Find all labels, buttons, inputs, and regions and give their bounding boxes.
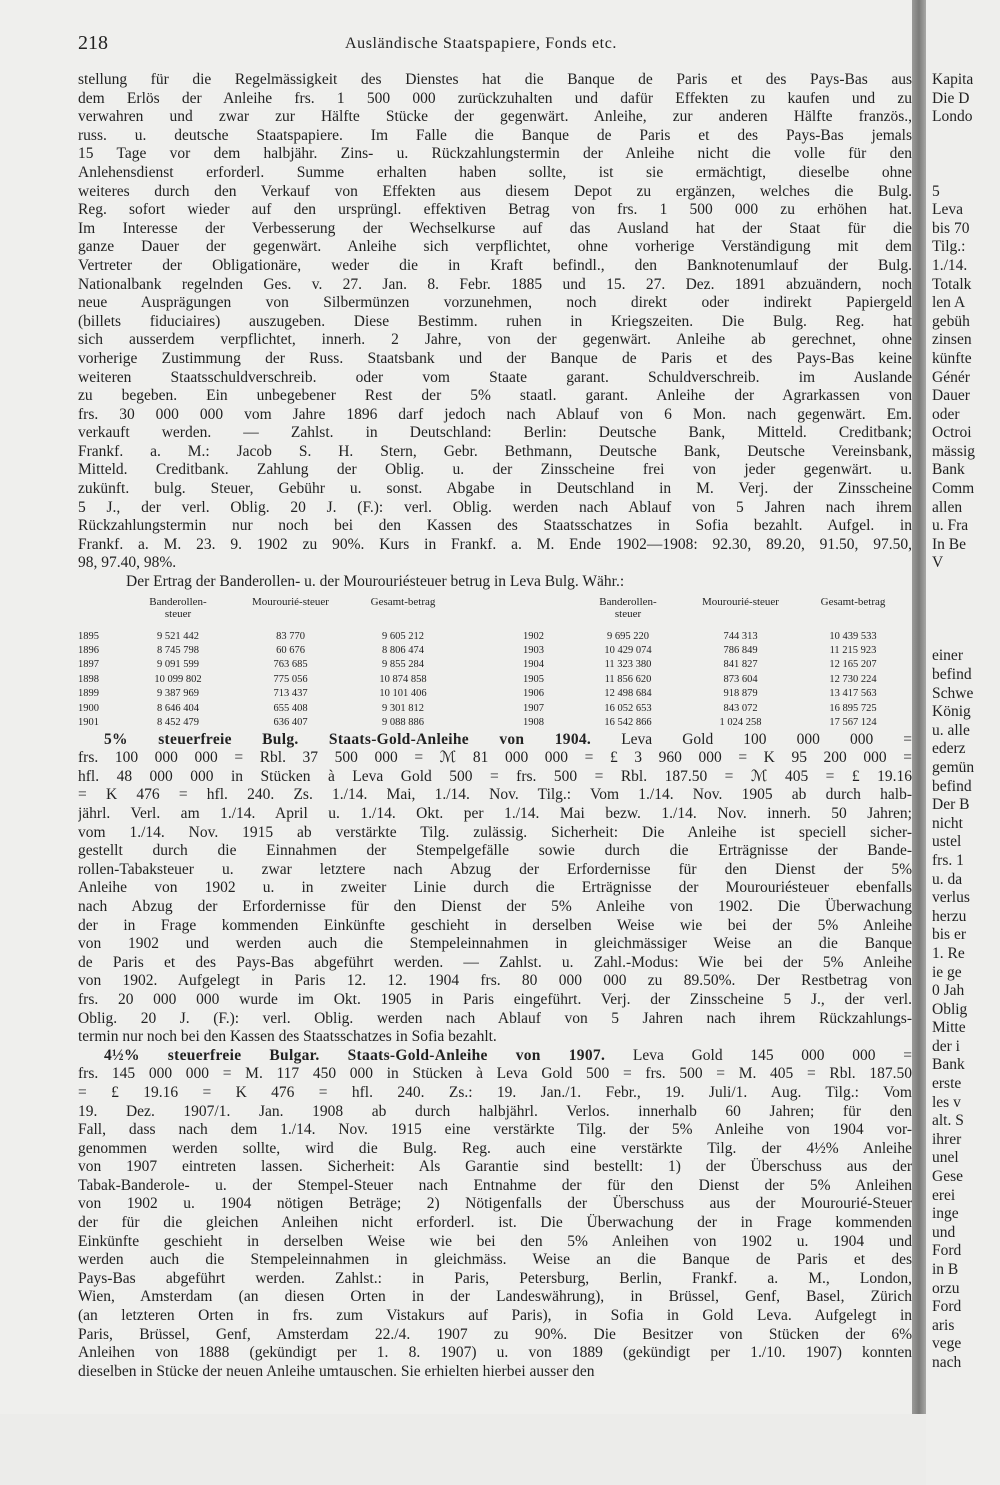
text-line: rollen-Tabaksteuer u. zwar letztere nach Abzug der Erfordernisse für den Dienst der 5% — [78, 860, 912, 878]
value-cell: 918 879 — [723, 688, 758, 700]
value-cell: 16 542 866 — [604, 716, 652, 728]
table-row — [495, 702, 912, 716]
text-line: 15 Tage vor dem halbjähr. Zins- u. Rückzahlungstermin der Anleihe nicht die volle für den — [78, 145, 912, 163]
text-line: Fall, dass nach dem 1./14. Nov. 1915 eine verstärkte Tilg. der 5% Anleihe von 1904 vor- — [78, 1121, 912, 1139]
loan-title-rest: Leva Gold 145 000 000 = — [632, 1046, 912, 1064]
facing-page-line: In Be — [932, 535, 967, 553]
text-line: russ. u. deutsche Staatspapiere. Im Falle die Banque de Paris et des Pays-Bas jemals — [78, 126, 912, 144]
facing-page-line: 0 Jah — [932, 982, 965, 1000]
year-cell: 1896 — [78, 645, 99, 657]
text-line: werden auch die Stempeleinnahmen in gleichmäss. Weise an die Banque de Paris et des — [78, 1251, 912, 1269]
text-line: jährl. Verl. am 1./14. April u. 1./14. Okt. per 1./14. Mai bezw. 1./14. Nov. innerh. 50 Jahren; — [78, 805, 912, 822]
column-header: Gesamt-betrag — [820, 595, 886, 608]
text-line: von 1902 und werden auch die Stempeleinnahmen in gleichmässiger Weise an die Banque — [78, 935, 912, 953]
value-cell: 12 498 684 — [604, 688, 652, 700]
value-cell: 763 685 — [273, 659, 308, 671]
facing-page-line: gemün — [932, 758, 975, 776]
facing-page-line: befind — [932, 777, 972, 795]
text-line: Vertreter der Obligationäre, weder die in Kraft befindl., den Banknotenumlauf der Bulg. — [78, 256, 912, 274]
value-cell: 8 806 474 — [382, 645, 424, 657]
text-line: frs. 100 000 000 = Rbl. 37 500 000 = ℳ 81 000 000 = £ 3 960 000 = K 95 200 000 = — [78, 749, 912, 767]
value-cell: 873 604 — [723, 673, 758, 685]
text-line: frs. 145 000 000 = M. 117 450 000 in Stücken à Leva Gold 500 = frs. 500 = M. 405 = Rbl. 187.50 — [78, 1065, 912, 1083]
facing-page-line: vege — [932, 1335, 962, 1353]
text-line: de Paris et des Pays-Bas abgeführt werden. — Zahlst. u. Zahl.-Modus: Wie bei der 5% Anleihe — [78, 953, 912, 971]
column-header: Banderollen-steuer — [599, 595, 657, 620]
text-line: Anlehensdienst erforderl. Summe erhalten haben sollte, ist sie ermächtigt, dieselbe ohne — [78, 163, 912, 181]
facing-page-line: erste — [932, 1075, 962, 1093]
year-cell: 1895 — [78, 630, 99, 642]
text-line: der für die gleichen Anleihen nicht erforderl. ist. Die Überwachung der in Frage kommenden — [78, 1214, 912, 1232]
year-cell: 1898 — [78, 673, 99, 685]
facing-page-line: nicht — [932, 814, 963, 832]
facing-page-line: frs. 1 — [932, 851, 964, 869]
facing-page-line: allen — [932, 498, 963, 516]
value-cell: 10 429 074 — [604, 645, 652, 657]
facing-page-line: les v — [932, 1093, 961, 1111]
value-cell: 11 856 620 — [604, 673, 652, 685]
facing-page-line: einer — [932, 647, 963, 665]
text-line: zukünft. bulg. Steuer, Gebühr u. sonst. Abgabe in Deutschland in M. Verj. der Zinsscheine — [78, 480, 912, 498]
table-intro: Der Ertrag der Banderollen- u. der Mourouriésteuer betrug in Leva Bulg. Währ.: — [126, 573, 625, 591]
text-line: Einkünfte geschieht in derselben Weise wie bei den 5% Anleihen von 1902 u. 1904 und — [78, 1232, 912, 1250]
facing-page-line: und — [932, 1223, 956, 1241]
text-line: Anleihen von 1888 (gekündigt per 1. 8. 1907) u. von 1889 (gekündigt per 1./10. 1907) konnten — [78, 1344, 912, 1362]
facing-page-line: König — [932, 703, 971, 721]
table-row — [495, 644, 912, 658]
year-header — [495, 596, 573, 630]
loan-title: 5% steuerfreie Bulg. Staats-Gold-Anleihe von 1904. — [104, 730, 592, 748]
text-line: sich ausserdem verpflichtet, innerh. 2 Jahre, von der gegenwärt. Anleihe ab gerechnet, ohne — [78, 331, 912, 349]
page-number: 218 — [78, 32, 108, 54]
text-line: der in Frage kommenden Einkünfte geschieht in derselben Weise wie bei der 5% Anleihe — [78, 916, 912, 934]
facing-page-line: alt. S — [932, 1112, 964, 1130]
facing-page-line: nach — [932, 1353, 962, 1371]
year-cell: 1901 — [78, 716, 99, 728]
value-cell: 60 676 — [276, 645, 305, 657]
value-cell: 8 452 479 — [157, 716, 199, 728]
value-cell: 11 323 380 — [604, 659, 652, 671]
value-cell: 10 099 802 — [154, 673, 202, 685]
table-row — [78, 630, 495, 644]
text-line: stellung für die Regelmässigkeit des Dienstes hat die Banque de Paris et des Pays-Bas aus — [78, 71, 912, 88]
year-cell: 1899 — [78, 688, 99, 700]
value-cell: 1 024 258 — [719, 716, 762, 728]
column-header: Mourourié-steuer — [702, 595, 779, 608]
text-line: 19. Dez. 1907/1. Jan. 1908 ab durch halbjährl. Verlos. innerhalb 60 Jahren; für den — [78, 1102, 912, 1120]
loan-heading-line — [78, 1047, 912, 1066]
year-cell: 1908 — [523, 716, 544, 728]
column-header: Mourourié-steuer — [252, 595, 329, 608]
facing-page-line: Bank — [932, 1056, 965, 1074]
value-cell: 775 056 — [273, 673, 308, 685]
facing-page-fragment — [926, 0, 1000, 1485]
text-line: hfl. 48 000 000 in Stücken à Leva Gold 500 = frs. 500 = Rbl. 187.50 = ℳ 405 = £ 19.16 — [78, 767, 912, 785]
table-row — [78, 716, 495, 730]
table-row — [495, 687, 912, 701]
value-cell: 9 301 812 — [382, 702, 424, 714]
book-gutter — [912, 0, 926, 1414]
facing-page-line: u. Fra — [932, 517, 969, 535]
facing-page-line: Totalk — [932, 275, 972, 293]
text-line: verwahren und zwar zur Hälfte Stücke der gegenwärt. Anleihe, zur anderen Hälfte französ., — [78, 108, 912, 126]
year-cell: 1907 — [523, 702, 544, 714]
value-cell: 17 567 124 — [829, 716, 877, 728]
facing-page-line: Gese — [932, 1168, 963, 1186]
table-row — [495, 630, 912, 644]
loan-title: 4½% steuerfreie Bulgar. Staats-Gold-Anleihe von 1907. — [104, 1046, 606, 1064]
text-line: weiteren Staatsschuldverschreib. oder vom Staate garant. Schuldverschreib. im Auslande — [78, 368, 912, 386]
text-line: Paris, Brüssel, Genf, Amsterdam 22./4. 1907 zu 90%. Die Besitzer von Stücken der 6% — [78, 1325, 912, 1343]
value-cell: 12 165 207 — [829, 659, 877, 671]
year-cell: 1903 — [523, 645, 544, 657]
facing-page-line: ederz — [932, 740, 966, 758]
revenue-table — [78, 592, 912, 731]
text-line: Rückzahlungstermin nur noch bei den Kassen des Staatsschatzes in Sofia bezahlt. Aufgel. in — [78, 517, 912, 535]
facing-page-line — [926, 629, 1000, 648]
revenue-table-left — [78, 592, 495, 731]
facing-page-line: bis er — [932, 926, 967, 944]
year-cell: 1904 — [523, 659, 544, 671]
facing-page-line — [926, 164, 1000, 183]
text-line: Oblig. 20 J. (F.): verl. Oblig. werden nach Ablauf von 5 Jahren nach ihrem Rückzahlungs- — [78, 1009, 912, 1027]
facing-page-line: ihrer — [932, 1130, 962, 1148]
table-header — [495, 596, 912, 630]
facing-page-line: ie ge — [932, 963, 962, 981]
facing-page-line: Leva — [932, 201, 963, 219]
text-line: = £ 19.16 = K 476 = hfl. 240. Zs.: 19. Jan./1. Febr., 19. Juli/1. Aug. Tilg.: Vom — [78, 1083, 912, 1101]
value-cell: 655 408 — [273, 702, 308, 714]
value-cell: 9 855 284 — [382, 659, 424, 671]
facing-page-line: verlus — [932, 889, 970, 907]
facing-page-line: Die D — [932, 89, 970, 107]
facing-page-line: künfte — [932, 349, 972, 367]
value-cell: 16 895 725 — [829, 702, 877, 714]
facing-page-line: aris — [932, 1316, 955, 1334]
facing-page-line: erei — [932, 1186, 956, 1204]
facing-page-line: inge — [932, 1205, 959, 1223]
table-row — [78, 702, 495, 716]
year-header — [78, 596, 123, 630]
facing-page-line: Oblig — [932, 1000, 968, 1018]
value-cell: 9 091 599 — [157, 659, 199, 671]
facing-page-line: Génér — [932, 368, 970, 386]
table-row — [78, 658, 495, 672]
text-column — [78, 71, 912, 1381]
facing-page-line: 1. Re — [932, 944, 965, 962]
value-cell: 16 052 653 — [604, 702, 652, 714]
facing-page-line: Schwe — [932, 684, 974, 702]
text-line: von 1902 u. 1904 nötigen Beträge; 2) Nötigenfalls der Überschuss aus der Mourourié-Steuer — [78, 1195, 912, 1213]
facing-page-line: mässig — [932, 442, 976, 460]
paragraph-loan-1907 — [78, 1047, 912, 1382]
facing-page-line: oder — [932, 405, 960, 423]
value-cell: 8 745 798 — [157, 645, 199, 657]
text-line: Reg. sofort wieder auf den ursprüngl. effektiven Betrag von frs. 1 500 000 zu erhöhen hat. — [78, 201, 912, 219]
column-header: Banderollen-steuer — [149, 595, 207, 620]
value-cell: 9 605 212 — [382, 630, 424, 642]
facing-page-line: 1./14. — [932, 256, 968, 274]
text-line: frs. 30 000 000 vom Jahre 1896 darf jedoch nach Ablauf von 6 Mon. nach gegenwärt. Em. — [78, 405, 912, 423]
text-line: von 1902. Aufgelegt in Paris 12. 12. 1904 frs. 80 000 000 zu 89.50%. Der Restbetrag von — [78, 972, 912, 990]
text-line: nach Abzug der Erfordernisse für den Dienst der 5% Anleihe von 1902. Die Überwachung — [78, 897, 912, 915]
table-row — [78, 673, 495, 687]
value-cell: 10 439 533 — [829, 630, 877, 642]
year-cell: 1906 — [523, 688, 544, 700]
facing-page-line — [926, 592, 1000, 611]
text-line: Pays-Bas abgeführt werden. Zahlst.: in Paris, Petersburg, Berlin, Frankf. a. M., London, — [78, 1269, 912, 1287]
facing-page-line: in B — [932, 1261, 959, 1278]
value-cell: 713 437 — [273, 688, 308, 700]
revenue-table-right — [495, 592, 912, 731]
facing-page-line: Comm — [932, 480, 975, 498]
value-cell: 9 088 886 — [382, 716, 424, 728]
year-cell: 1900 — [78, 702, 99, 714]
facing-page-line: Ford — [932, 1242, 962, 1260]
value-cell: 8 646 404 — [157, 702, 199, 714]
text-line: vorherige Zustimmung der Russ. Staatsbank und der Banque de Paris et des Pays-Bas keine — [78, 349, 912, 367]
facing-page-line — [926, 573, 1000, 592]
text-line: ganze Dauer der gegenwärt. Anleihe sich verpflichtet, ohne vorherige Verständigung mit dem — [78, 238, 912, 256]
paragraph-loan-1902-continued — [78, 71, 912, 573]
facing-page-line: u. alle — [932, 721, 970, 739]
text-line: dem Erlös der Anleihe frs. 1 500 000 zurückzuhalten und dafür Effekten zu kaufen und zu — [78, 89, 912, 107]
facing-page-line: Octroi — [932, 424, 972, 442]
facing-page-line: u. da — [932, 870, 963, 888]
value-cell: 83 770 — [276, 630, 305, 642]
year-cell: 1897 — [78, 659, 99, 671]
text-line: zu begeben. Ein unbegebener Rest der 5% staatl. garant. Anleihe der Agrarkassen von — [78, 387, 912, 405]
text-line: Frankf. a. M. 23. 9. 1902 zu 90%. Kurs in Frankf. a. M. Ende 1902—1908: 92.30, 89.20, 91.50, 97.50, — [78, 535, 912, 553]
facing-page-line: der i — [932, 1037, 960, 1055]
text-line: termin nur noch bei den Kassen des Staatsschatzes in Sofia bezahlt. — [78, 1028, 497, 1046]
text-line: vom 1./14. Nov. 1915 ab verstärkte Tilg. zulässig. Sicherheit: Die Anleihe ist speciell sicher- — [78, 823, 912, 841]
facing-page-line: orzu — [932, 1279, 960, 1297]
value-cell: 13 417 563 — [829, 688, 877, 700]
value-cell: 12 730 224 — [829, 673, 877, 685]
value-cell: 841 827 — [723, 659, 758, 671]
text-line: gestellt durch die Einnahmen der Stempelgefälle sowie durch die Erträgnisse der Bande- — [78, 842, 912, 860]
value-cell: 843 072 — [723, 702, 758, 714]
facing-page-line: len A — [932, 294, 966, 312]
facing-page-line: Dauer — [932, 387, 970, 405]
text-line: Nationalbank regelnden Ges. v. 27. Jan. 8. Febr. 1885 und 15. 27. Dez. 1891 abzuändern, noch — [78, 275, 912, 293]
text-line: genommen werden sollte, wird die Bulg. Reg. auch eine verstärkte Tilg. der 4½% Anleihe — [78, 1139, 912, 1157]
text-line: (an letzteren Orten in frs. zum Vistakurs auf Paris), in Sofia in Gold Leva. Aufgelegt in — [78, 1307, 912, 1325]
text-line: frs. 20 000 000 wurde im Okt. 1905 in Paris eingeführt. Verj. der Zinsscheine 5 J., der verl. — [78, 990, 912, 1008]
facing-page-line: 5 — [932, 182, 940, 200]
value-cell: 10 101 406 — [379, 688, 427, 700]
facing-page-line: Bank — [932, 461, 965, 479]
facing-page-line: befind — [932, 666, 972, 683]
text-line: verkauft werden. — Zahlst. in Deutschland: Berlin: Deutsche Bank, Mitteld. Creditbank; — [78, 424, 912, 442]
value-cell: 9 695 220 — [607, 630, 649, 642]
facing-page-line: Ford — [932, 1298, 962, 1316]
text-line: Frankf. a. M.: Jacob S. H. Stern, Gebr. Bethmann, Deutsche Bank, Deutsche Vereinsbank, — [78, 442, 912, 460]
column-header: Gesamt-betrag — [370, 595, 436, 608]
facing-page-line: bis 70 — [932, 219, 970, 237]
value-cell: 636 407 — [273, 716, 308, 728]
facing-page-line: ustel — [932, 833, 962, 851]
facing-page-line — [926, 610, 1000, 629]
table-row — [78, 644, 495, 658]
facing-page-line: Kapita — [932, 71, 974, 88]
table-row — [495, 673, 912, 687]
value-cell: 10 874 858 — [379, 673, 427, 685]
facing-page-line: gebüh — [932, 312, 970, 330]
facing-page-line — [926, 145, 1000, 164]
loan-title-rest: Leva Gold 100 000 000 = — [621, 730, 912, 748]
running-title: Ausländische Staatspapiere, Fonds etc. — [344, 35, 618, 52]
text-line: Im Interesse der Verbesserung der Wechselkurse auf das Ausland hat der Staat für die — [78, 219, 912, 237]
facing-page-line: unel — [932, 1149, 959, 1167]
text-line: weiteres durch den Verkauf von Effekten aus diesem Depot zu ergänzen, welches die Bulg. — [78, 182, 912, 200]
facing-page-line: Londo — [932, 108, 973, 126]
table-row — [495, 716, 912, 730]
text-line: von 1907 eintreten lassen. Sicherheit: Als Garantie sind bestellt: 1) der Überschuss aus der — [78, 1158, 912, 1176]
facing-page-line: Tilg.: — [932, 238, 966, 256]
facing-page-line — [926, 127, 1000, 146]
text-line: dieselben in Stücke der neuen Anleihe umtauschen. Sie erhielten hierbei ausser den — [78, 1362, 595, 1380]
loan-heading-line — [78, 731, 912, 750]
text-line: 98, 97.40, 98%. — [78, 554, 177, 572]
value-cell: 9 521 442 — [157, 630, 199, 642]
text-line: Anleihe von 1902 u. in zweiter Linie durch die Erträgnisse der Mourouriésteuer ebenfalls — [78, 879, 912, 897]
paragraph-loan-1904 — [78, 731, 912, 1047]
facing-page-line: Der B — [932, 796, 970, 814]
table-row — [78, 687, 495, 701]
value-cell: 11 215 923 — [829, 645, 877, 657]
value-cell: 744 313 — [723, 630, 758, 642]
facing-page-line: zinsen — [932, 331, 972, 349]
facing-page-line: herzu — [932, 907, 967, 925]
text-line: neue Ausprägungen von Silbermünzen vorzunehmen, noch direkt oder indirekt Papiergeld — [78, 294, 912, 312]
year-cell: 1905 — [523, 673, 544, 685]
year-cell: 1902 — [523, 630, 544, 642]
text-line: 5 J., der verl. Oblig. 20 J. (F.): verl. Oblig. werden nach Ablauf von 5 Jahren nach ihrem — [78, 498, 912, 516]
facing-page-line: V — [932, 554, 944, 572]
value-cell: 786 849 — [723, 645, 758, 657]
text-line: Mitteld. Creditbank. Zahlung der Oblig. u. der Zinsscheine frei von jeder gegenwärt. u. — [78, 461, 912, 479]
text-line: Wien, Amsterdam (an diesen Orten in der Landeswährung), in Brüssel, Genf, Basel, Zürich — [78, 1288, 912, 1306]
facing-page-line: Mitte — [932, 1019, 966, 1037]
table-header — [78, 596, 495, 630]
text-line: = K 476 = hfl. 240. Zs. 1./14. Mai, 1./14. Nov. Tilg.: Vom 1./14. Nov. 1905 ab durch halb- — [78, 786, 912, 804]
table-row — [495, 658, 912, 672]
value-cell: 9 387 969 — [157, 688, 199, 700]
text-line: Tabak-Banderole- u. der Stempel-Steuer nach Entnahme der für den Dienst der 5% Anleihen — [78, 1176, 912, 1194]
text-line: (billets fiduciaires) auszugeben. Diese Bestimm. ruhen in Kriegszeiten. Die Bulg. Reg. hat — [78, 312, 912, 330]
